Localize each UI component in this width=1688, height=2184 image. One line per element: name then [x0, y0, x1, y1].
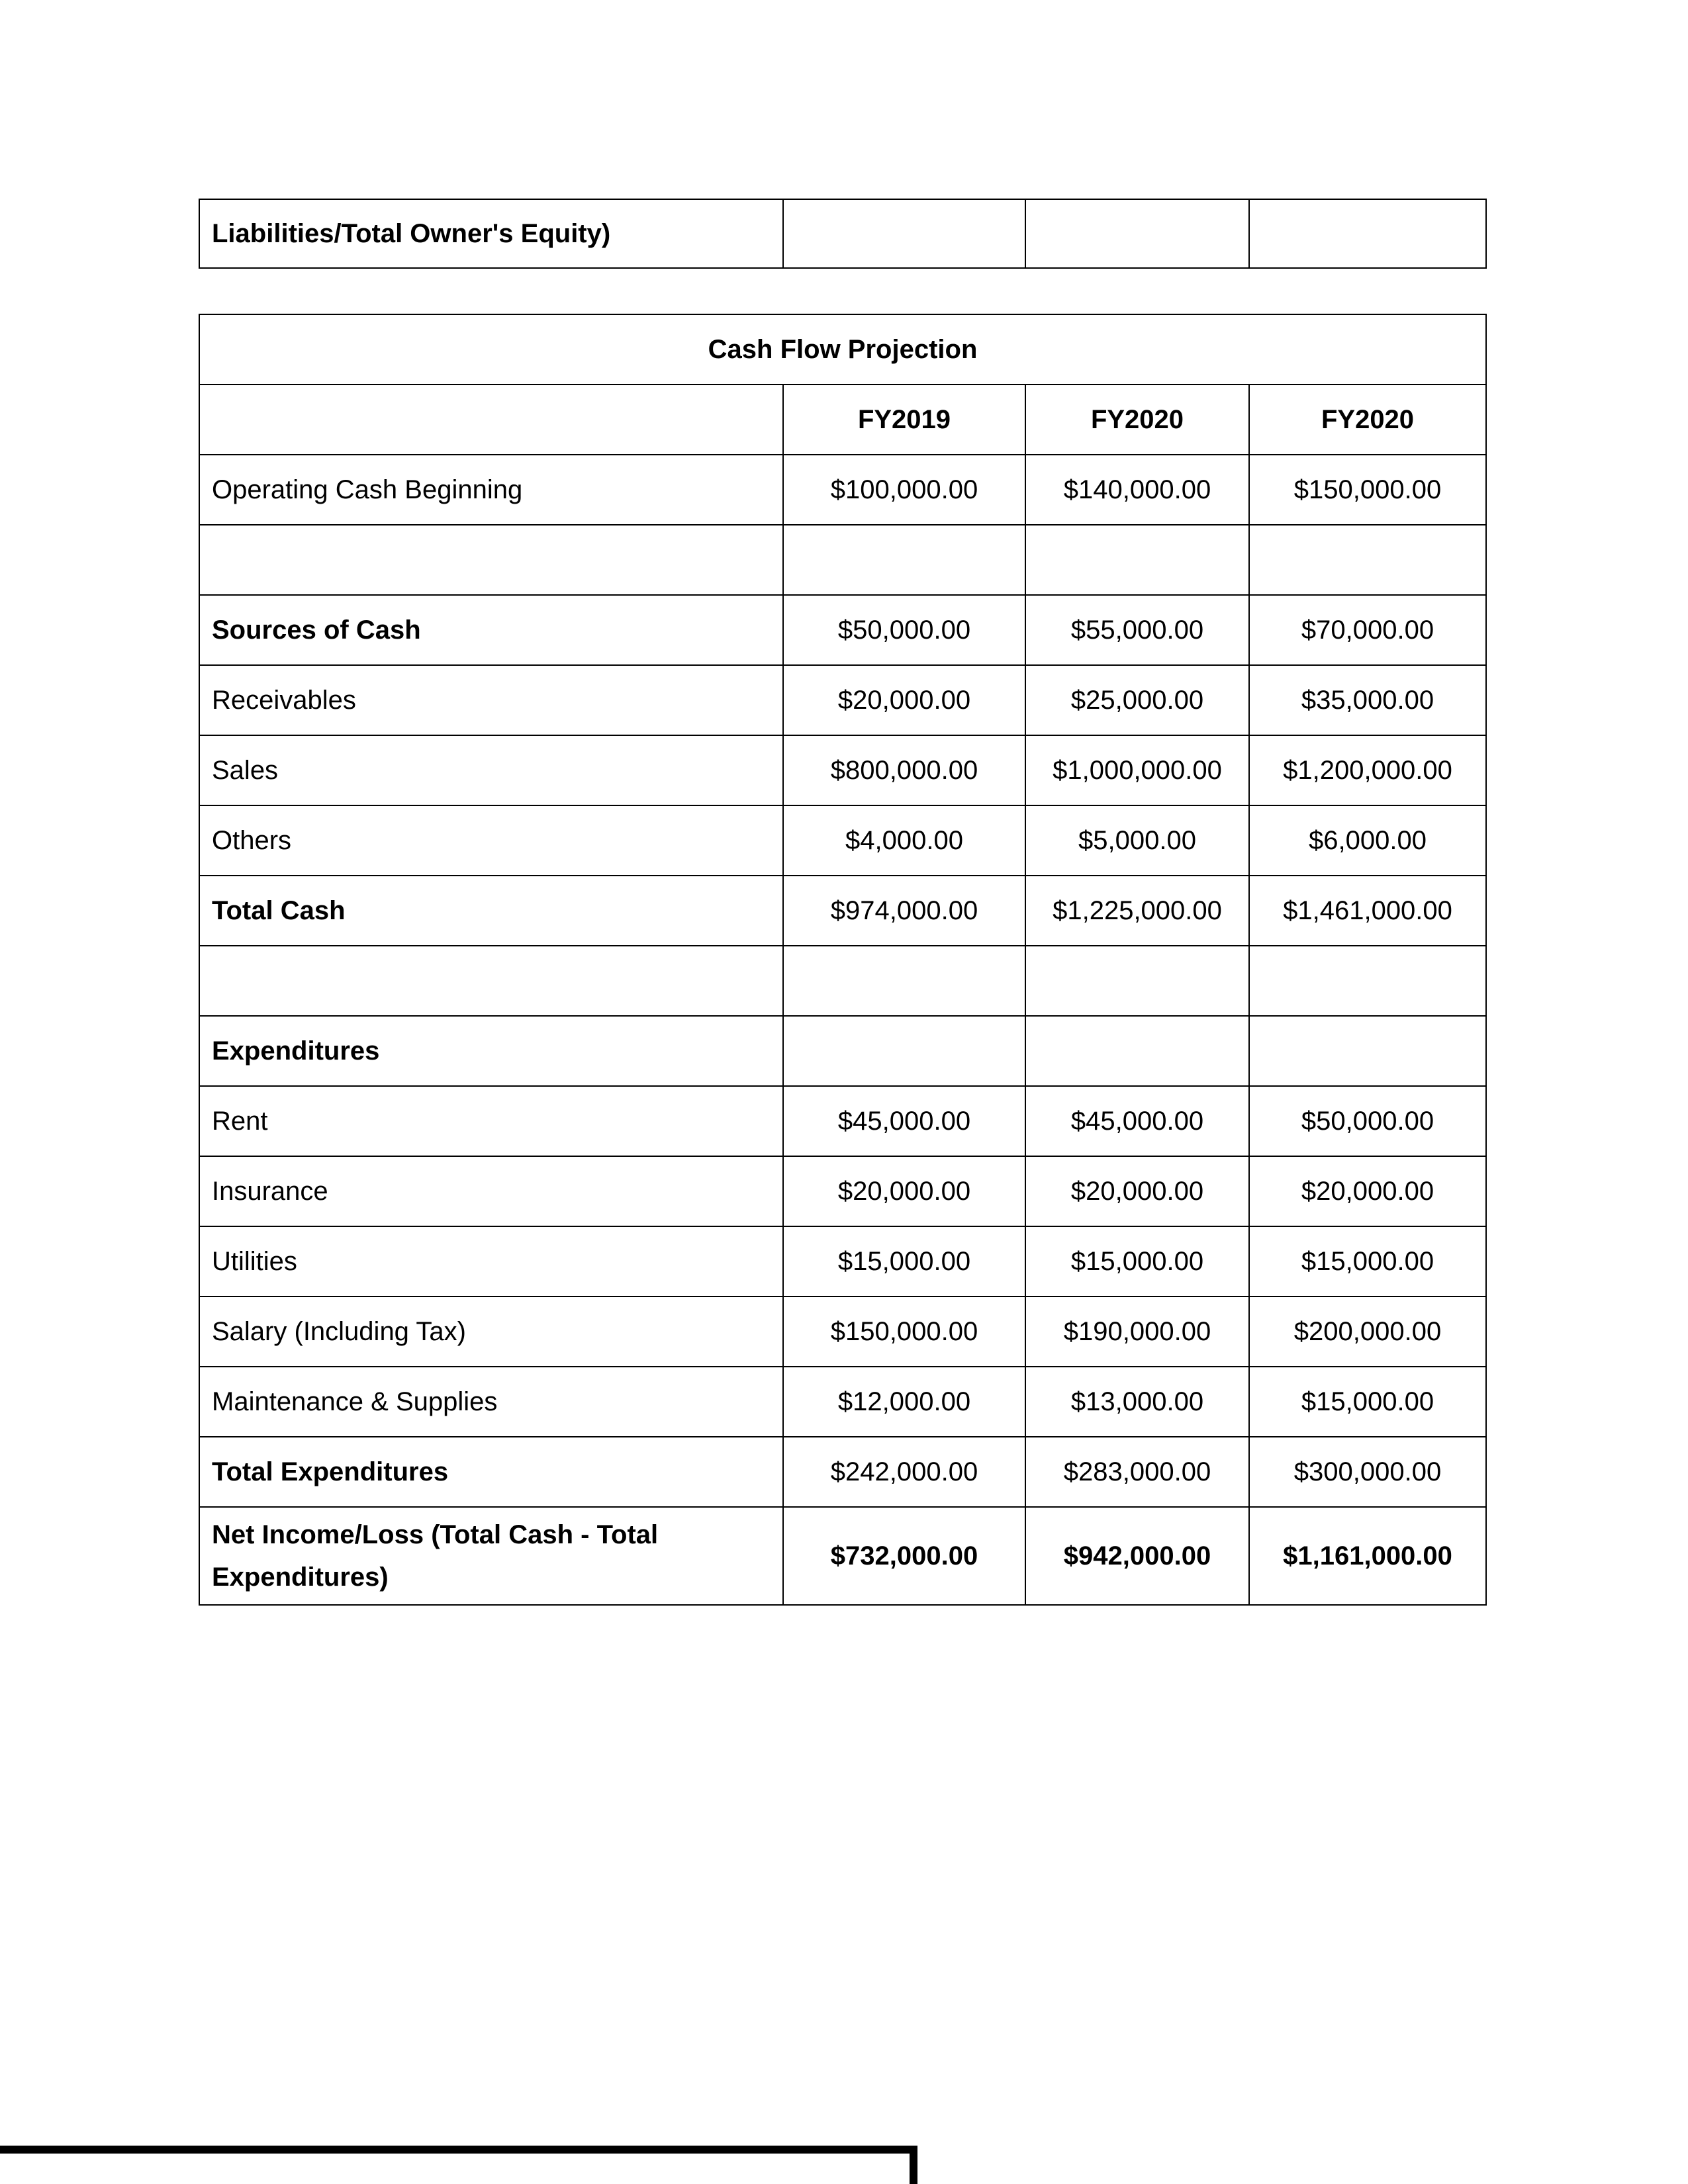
value-cell [1025, 525, 1249, 595]
value-cell: $300,000.00 [1249, 1437, 1486, 1507]
value-cell: $800,000.00 [783, 735, 1025, 805]
row-label [199, 525, 783, 595]
value-cell: $50,000.00 [783, 595, 1025, 665]
value-cell: $20,000.00 [783, 665, 1025, 735]
value-cell: $20,000.00 [1249, 1156, 1486, 1226]
table-row [199, 805, 1486, 876]
row-label: Total Cash [199, 876, 783, 946]
value-cell: $140,000.00 [1025, 455, 1249, 525]
table-row [199, 1016, 1486, 1086]
value-cell: $283,000.00 [1025, 1437, 1249, 1507]
value-cell [1249, 525, 1486, 595]
table-row [199, 876, 1486, 946]
value-cell: $15,000.00 [1249, 1367, 1486, 1437]
table-row [199, 1086, 1486, 1156]
value-cell: $732,000.00 [783, 1507, 1025, 1605]
empty-cell [1249, 199, 1486, 268]
value-cell: $20,000.00 [1025, 1156, 1249, 1226]
value-cell: $50,000.00 [1249, 1086, 1486, 1156]
value-cell [783, 946, 1025, 1016]
value-cell [1249, 946, 1486, 1016]
value-cell: $25,000.00 [1025, 665, 1249, 735]
table-row [199, 595, 1486, 665]
row-label: Receivables [199, 665, 783, 735]
table-row [199, 735, 1486, 805]
row-label: Net Income/Loss (Total Cash - Total Expenditures) [199, 1507, 783, 1605]
table-title-row [199, 314, 1486, 385]
table-row [199, 199, 1486, 268]
value-cell: $20,000.00 [783, 1156, 1025, 1226]
row-label: Utilities [199, 1226, 783, 1297]
value-cell: $1,200,000.00 [1249, 735, 1486, 805]
column-header-fy2020: FY2020 [1025, 385, 1249, 455]
value-cell: $55,000.00 [1025, 595, 1249, 665]
row-label: Sources of Cash [199, 595, 783, 665]
row-label: Rent [199, 1086, 783, 1156]
value-cell: $942,000.00 [1025, 1507, 1249, 1605]
value-cell: $15,000.00 [1025, 1226, 1249, 1297]
row-label: Insurance [199, 1156, 783, 1226]
table-title: Cash Flow Projection [199, 314, 1486, 385]
table-row [199, 1226, 1486, 1297]
row-label: Liabilities/Total Owner's Equity) [199, 199, 783, 268]
table-row [199, 455, 1486, 525]
value-cell: $974,000.00 [783, 876, 1025, 946]
value-cell: $200,000.00 [1249, 1297, 1486, 1367]
row-label: Salary (Including Tax) [199, 1297, 783, 1367]
row-label: Operating Cash Beginning [199, 455, 783, 525]
value-cell: $242,000.00 [783, 1437, 1025, 1507]
value-cell [783, 1016, 1025, 1086]
row-label: Expenditures [199, 1016, 783, 1086]
value-cell: $100,000.00 [783, 455, 1025, 525]
value-cell: $6,000.00 [1249, 805, 1486, 876]
value-cell: $13,000.00 [1025, 1367, 1249, 1437]
table-row [199, 1367, 1486, 1437]
value-cell: $15,000.00 [783, 1226, 1025, 1297]
value-cell: $1,225,000.00 [1025, 876, 1249, 946]
value-cell: $150,000.00 [1249, 455, 1486, 525]
value-cell: $35,000.00 [1249, 665, 1486, 735]
value-cell [1025, 1016, 1249, 1086]
column-header-fy2020-second: FY2020 [1249, 385, 1486, 455]
value-cell [1025, 946, 1249, 1016]
value-cell: $45,000.00 [783, 1086, 1025, 1156]
empty-cell [1025, 199, 1249, 268]
value-cell: $1,461,000.00 [1249, 876, 1486, 946]
header-empty-cell [199, 385, 783, 455]
value-cell: $150,000.00 [783, 1297, 1025, 1367]
value-cell: $45,000.00 [1025, 1086, 1249, 1156]
column-header-fy2019: FY2019 [783, 385, 1025, 455]
value-cell: $5,000.00 [1025, 805, 1249, 876]
empty-cell [783, 199, 1025, 268]
value-cell: $70,000.00 [1249, 595, 1486, 665]
value-cell: $1,000,000.00 [1025, 735, 1249, 805]
row-label: Total Expenditures [199, 1437, 783, 1507]
row-label: Sales [199, 735, 783, 805]
value-cell: $1,161,000.00 [1249, 1507, 1486, 1605]
table-row [199, 665, 1486, 735]
value-cell [783, 525, 1025, 595]
value-cell [1249, 1016, 1486, 1086]
footer-border-line [0, 2146, 917, 2184]
table-row [199, 1297, 1486, 1367]
table-row [199, 525, 1486, 595]
table-row [199, 946, 1486, 1016]
table-row [199, 1507, 1486, 1605]
table-row [199, 1437, 1486, 1507]
value-cell: $4,000.00 [783, 805, 1025, 876]
row-label: Others [199, 805, 783, 876]
table-row [199, 1156, 1486, 1226]
table-header-row [199, 385, 1486, 455]
cash-flow-projection-table [199, 314, 1487, 1606]
previous-table-fragment [199, 199, 1487, 269]
row-label: Maintenance & Supplies [199, 1367, 783, 1437]
value-cell: $12,000.00 [783, 1367, 1025, 1437]
value-cell: $190,000.00 [1025, 1297, 1249, 1367]
value-cell: $15,000.00 [1249, 1226, 1486, 1297]
row-label [199, 946, 783, 1016]
